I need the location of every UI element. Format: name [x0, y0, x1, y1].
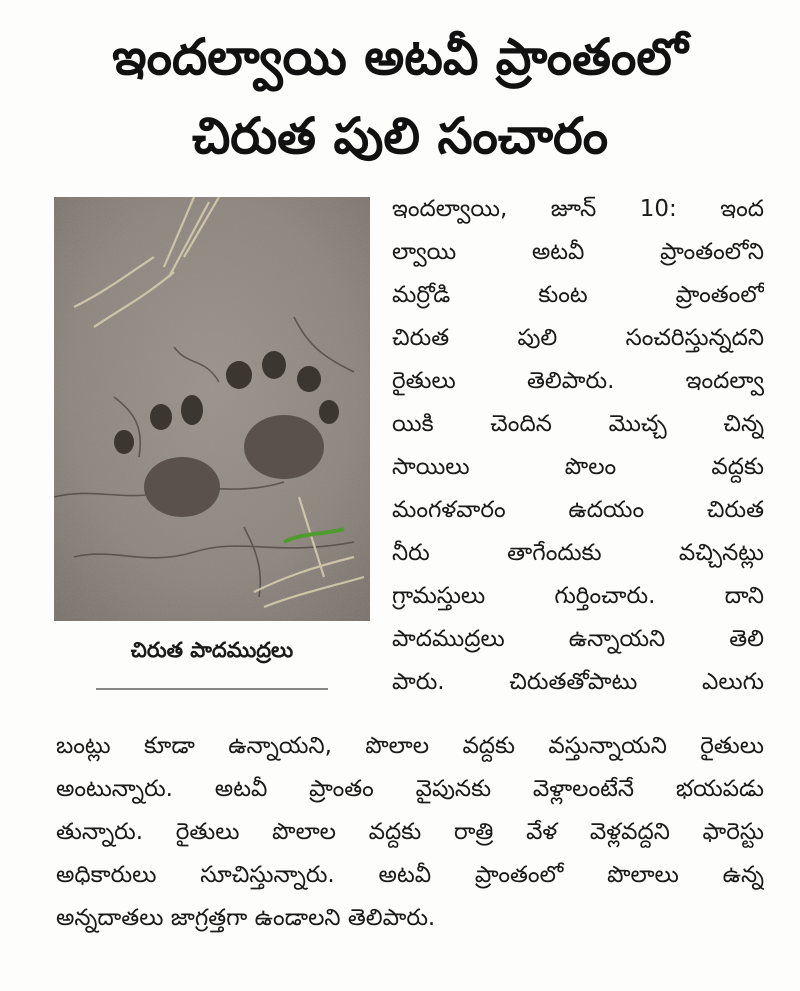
- article-full-line: అధికారులు సూచిస్తున్నారు. అటవీ ప్రాంతంలో పొలాలు ఉన్న: [56, 862, 764, 888]
- headline-line-1: ఇందల్వాయి అటవీ ప్రాంతంలో: [112, 28, 688, 86]
- article-full-line: తున్నారు. రైతులు పొలాల వద్దకు రాత్రి వేళ వెళ్లవద్దని ఫారెస్టు: [56, 819, 764, 845]
- article-column-line: పాదముద్రలు ఉన్నాయని తెలి: [392, 626, 764, 652]
- leopard-pawprint-photo: [54, 197, 370, 621]
- article-column-line: రైతులు తెలిపారు. ఇందల్వా: [392, 368, 764, 394]
- photo-caption: చిరుత పాదముద్రలు: [130, 638, 294, 662]
- article-full-line: అన్నదాతలు జాగ్రత్తగా ఉండాలని తెలిపారు.: [56, 905, 436, 931]
- article-column-line: మంగళవారం ఉదయం చిరుత: [392, 497, 764, 523]
- article-column-line: మర్రోడి కుంట ప్రాంతంలో: [392, 282, 764, 308]
- headline-line-2: చిరుత పులి సంచారం: [191, 107, 609, 165]
- article-column-line: ల్వాయి అటవీ ప్రాంతంలోని: [392, 239, 764, 265]
- article-column-line: యికి చెందిన మొచ్చ చిన్న: [392, 411, 764, 437]
- caption-divider: [96, 688, 328, 690]
- article-column-line: ఇందల్వాయి, జూన్ 10: ఇంద: [392, 196, 764, 222]
- article-column-line: గ్రామస్తులు గుర్తించారు. దాని: [392, 583, 764, 609]
- article-column-line: పారు. చిరుతతోపాటు ఎలుగు: [392, 669, 764, 695]
- article-column-line: నీరు తాగేందుకు వచ్చినట్లు: [392, 540, 764, 566]
- article-column-line: చిరుత పులి సంచరిస్తున్నదని: [392, 325, 764, 351]
- article-full-line: అంటున్నారు. అటవీ ప్రాంతం వైపునకు వెళ్లాలంటేనే భయపడు: [56, 776, 764, 802]
- article-full-line: బంట్లు కూడా ఉన్నాయని, పొలాల వద్దకు వస్తున్నాయని రైతులు: [56, 733, 764, 759]
- article-column-line: సాయిలు పొలం వద్దకు: [392, 454, 764, 480]
